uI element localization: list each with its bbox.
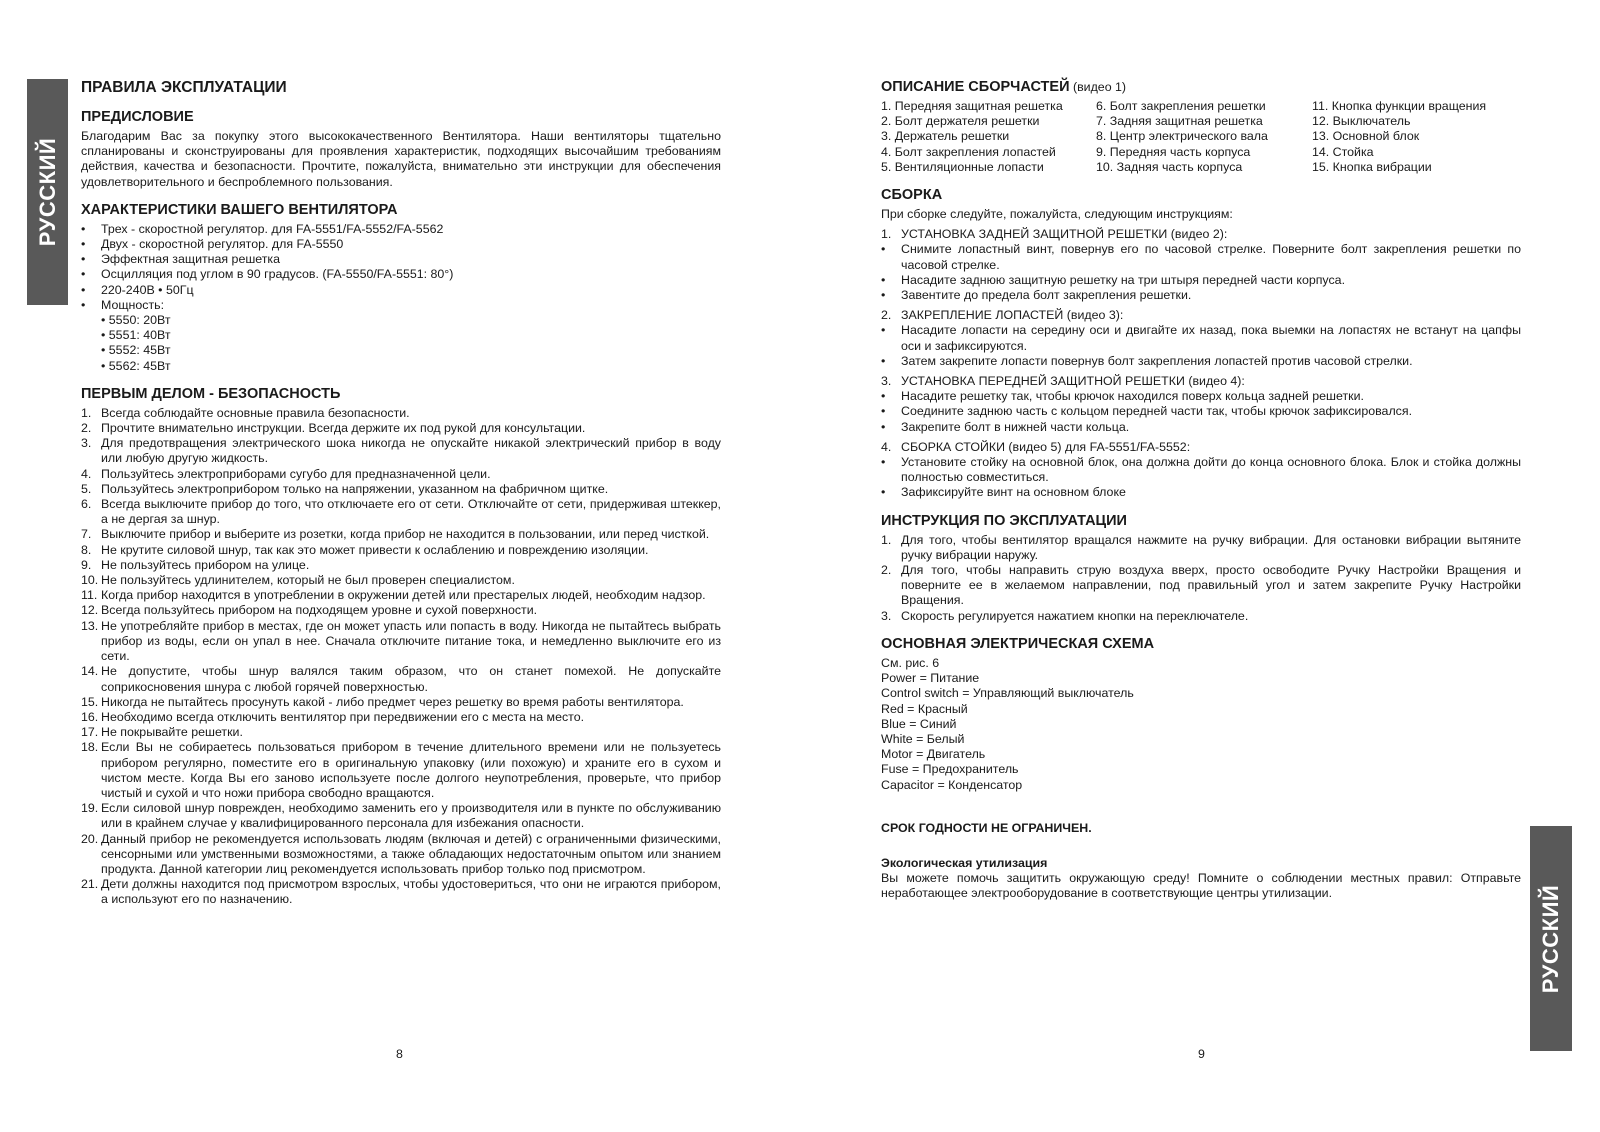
language-tab-left <box>27 79 68 305</box>
power-item: • 5550: 20Вт <box>101 313 171 328</box>
bullet-icon: • <box>81 237 86 252</box>
item-number: 20. <box>81 831 99 846</box>
step-item <box>881 273 1521 288</box>
circuit-legend <box>881 656 1521 793</box>
part-item: 6. Болт закрепления решетки <box>1096 99 1266 113</box>
parts-heading-note: (видео 1) <box>1069 80 1127 94</box>
parts-column-2 <box>1096 99 1312 175</box>
step-number: 1. <box>881 227 892 242</box>
list-item-text: Дети должны находится под присмотром взрослых, чтобы удостовериться, что они не играются прибором, а используют его по назначению. <box>101 877 721 907</box>
feature-item <box>81 237 721 252</box>
step-item <box>881 389 1521 404</box>
safety-item <box>81 421 721 436</box>
operation-list <box>881 533 1521 624</box>
item-number: 3. <box>81 436 92 451</box>
part-item: 9. Передняя часть корпуса <box>1096 144 1251 159</box>
circuit-heading: ОСНОВНАЯ ЭЛЕКТРИЧЕСКАЯ СХЕМА <box>881 635 1155 652</box>
safety-item <box>81 527 721 542</box>
list-item-text: Двух - скоростной регулятор. для FA-5550 <box>101 237 344 252</box>
item-number: 19. <box>81 801 99 816</box>
step4-title <box>881 440 1521 455</box>
step-title: УСТАНОВКА ЗАДНЕЙ ЗАЩИТНОЙ РЕШЕТКИ (видео 2): <box>901 227 1228 242</box>
list-item-text: Зафиксируйте винт на основном блоке <box>901 485 1126 500</box>
bullet-icon: • <box>81 282 86 297</box>
safety-item <box>81 710 721 725</box>
bullet-icon: • <box>81 297 86 312</box>
safety-item <box>81 543 721 558</box>
part-item: 5. Вентиляционные лопасти <box>881 159 1044 174</box>
part-item: 1. Передняя защитная решетка <box>881 99 1063 113</box>
list-item-text: Если Вы не собираетесь пользоваться прибором в течение длительного времени или не пользуетесь прибором регулярно, поместите его в оригинальную упаковку (или похожую) и храните его в сухом и чистом месте. Когда Вы его заново используете после долгого неупотребления, проверьте, что прибор чистый и сухой и что ножи прибора свободно вращаются. <box>101 740 721 800</box>
step1-list <box>881 242 1521 303</box>
item-number: 17. <box>81 725 99 740</box>
step-item <box>881 485 1521 500</box>
step-title: УСТАНОВКА ПЕРЕДНЕЙ ЗАЩИТНОЙ РЕШЕТКИ (видео 4): <box>901 374 1245 389</box>
safety-item <box>81 801 721 831</box>
power-list <box>81 313 721 374</box>
bullet-icon: • <box>81 267 86 282</box>
circuit-legend-line: Blue = Синий <box>881 716 957 731</box>
list-item-text: Когда прибор находится в употреблении в окружении детей или престарелых людей, необходим надзор. <box>101 588 706 603</box>
item-number: 2. <box>881 563 892 578</box>
step-title: СБОРКА СТОЙКИ (видео 5) для FA-5551/FA-5552: <box>901 439 1191 454</box>
circuit-legend-line: Motor = Двигатель <box>881 747 986 762</box>
power-item: • 5562: 45Вт <box>101 358 171 373</box>
shelf-life: СРОК ГОДНОСТИ НЕ ОГРАНИЧЕН. <box>881 820 1092 835</box>
circuit-legend-line: Capacitor = Конденсатор <box>881 777 1023 792</box>
list-item-text: Не крутите силовой шнур, так как это может привести к ослаблению и повреждению изоляции. <box>101 542 649 557</box>
step-item <box>881 404 1521 419</box>
item-number: 16. <box>81 709 99 724</box>
eco-text: Вы можете помочь защитить окружающую среду! Помните о соблюдении местных правил: Отправьте неработающее электрооборудование в соответствующие центры утилизации. <box>881 871 1521 901</box>
list-item-text: Для предотвращения электрического шока никогда не опускайте никакой электрический прибор в воду или любую другую жидкость. <box>101 436 721 466</box>
part-item: 14. Стойка <box>1312 144 1374 159</box>
item-number: 18. <box>81 740 99 755</box>
step-item <box>881 288 1521 303</box>
list-item-text: Затем закрепите лопасти повернув болт закрепления лопастей против часовой стрелки. <box>901 353 1413 368</box>
step-number: 2. <box>881 308 892 323</box>
step4-list <box>881 455 1521 501</box>
safety-item <box>81 482 721 497</box>
preface-heading: ПРЕДИСЛОВИЕ <box>81 109 194 125</box>
list-item-text: Не пользуйтесь прибором на улице. <box>101 557 310 572</box>
item-number: 12. <box>81 603 99 618</box>
safety-item <box>81 573 721 588</box>
step3-list <box>881 389 1521 435</box>
bullet-icon: • <box>81 221 86 236</box>
list-item-text: Не употребляйте прибор в местах, где он может упасть или попасть в воду. Никогда не пытайтесь выбрать прибор из воды, если он упал в нее. Сначала отключите питание тока, и немедленно выключите его из сети. <box>101 618 721 664</box>
item-number: 13. <box>81 618 99 633</box>
safety-item <box>81 740 721 801</box>
part-item: 8. Центр электрического вала <box>1096 129 1268 144</box>
item-number: 1. <box>81 405 92 420</box>
list-item-text: Трех - скоростной регулятор. для FA-5551/FA-5552/FA-5562 <box>101 221 444 236</box>
feature-item <box>81 252 721 267</box>
part-item: 13. Основной блок <box>1312 129 1420 144</box>
safety-item <box>81 436 721 466</box>
list-item-text: Пользуйтесь электроприборами сугубо для предназначенной цели. <box>101 466 491 481</box>
language-tab-label: РУССКИЙ <box>1538 884 1563 993</box>
part-item: 15. Кнопка вибрации <box>1312 159 1432 174</box>
list-item-text: Скорость регулируется нажатием кнопки на переключателе. <box>901 608 1249 623</box>
item-number: 10. <box>81 573 99 588</box>
list-item-text: Пользуйтесь электроприбором только на напряжении, указанном на фабричном щитке. <box>101 481 609 496</box>
list-item-text: Эффектная защитная решетка <box>101 252 281 267</box>
part-item: 12. Выключатель <box>1312 114 1411 129</box>
part-item: 4. Болт закрепления лопастей <box>881 144 1056 159</box>
list-item-text: Для того, чтобы вентилятор вращался нажмите на ручку вибрации. Для остановки вибрации вытяните ручку вибрации наружу. <box>901 532 1521 562</box>
step-item <box>881 323 1521 353</box>
step-item <box>881 455 1521 485</box>
feature-item <box>81 283 721 298</box>
language-tab-label: РУССКИЙ <box>34 137 60 247</box>
safety-item <box>81 832 721 878</box>
operation-item <box>881 609 1521 624</box>
list-item-text: Установите стойку на основной блок, она должна дойти до конца основного блока. Блок и стойка должны полностью совместиться. <box>901 455 1521 485</box>
feature-item <box>81 267 721 282</box>
list-item-text: Не покрывайте решетки. <box>101 725 243 740</box>
circuit-legend-line: Power = Питание <box>881 671 980 686</box>
item-number: 9. <box>81 557 92 572</box>
step-item <box>881 354 1521 369</box>
safety-heading: ПЕРВЫМ ДЕЛОМ - БЕЗОПАСНОСТЬ <box>81 385 341 402</box>
safety-list <box>81 406 721 908</box>
features-list <box>81 222 721 313</box>
bullet-icon: • <box>81 252 86 267</box>
item-number: 4. <box>81 466 92 481</box>
circuit-legend-line: White = Белый <box>881 731 965 746</box>
safety-item <box>81 588 721 603</box>
page-number-right: 9 <box>1198 1047 1205 1061</box>
list-item-text: Насадите заднюю защитную решетку на три штыря передней части корпуса. <box>901 272 1346 287</box>
parts-heading-text: ОПИСАНИЕ СБОРЧАСТЕЙ <box>881 79 1070 95</box>
item-number: 1. <box>881 532 892 547</box>
step-item <box>881 420 1521 435</box>
safety-item <box>81 603 721 618</box>
safety-item <box>81 467 721 482</box>
list-item-text: Завентите до предела болт закрепления решетки. <box>901 288 1192 303</box>
item-number: 8. <box>81 542 92 557</box>
safety-item <box>81 406 721 421</box>
assembly-heading: СБОРКА <box>881 187 943 204</box>
bullet-icon: • <box>881 485 886 500</box>
list-item-text: Для того, чтобы направить струю воздуха вверх, просто освободите Ручку Настройки Вращения и поверните ее в желаемом направлении, под правильный угол и затем закрепите Ручку Настройки Вращения. <box>901 563 1521 608</box>
item-number: 5. <box>81 481 92 496</box>
list-item-text: 220-240В • 50Гц <box>101 282 194 297</box>
part-item: 10. Задняя часть корпуса <box>1096 159 1243 174</box>
operation-item <box>881 533 1521 563</box>
page-title: ПРАВИЛА ЭКСПЛУАТАЦИИ <box>81 79 287 96</box>
bullet-icon: • <box>881 323 886 338</box>
bullet-icon: • <box>881 242 886 257</box>
item-number: 2. <box>81 421 92 436</box>
list-item-text: Необходимо всегда отключить вентилятор при передвижении его с места на место. <box>101 709 585 724</box>
preface-text: Благодарим Вас за покупку этого высококачественного Вентилятора. Наши вентиляторы тщательно спланированы и сконструированы для проявления характеристик, подходящих высочайшим требованиям действия, качества и безопасности. Прочтите, пожалуйста, внимательно эти инструкции для обеспечения удовлетворительного и беспроблемного пользования. <box>81 129 721 189</box>
bullet-icon: • <box>881 389 886 404</box>
page-number-left: 8 <box>396 1047 403 1061</box>
list-item-text: Всегда пользуйтесь прибором на подходящем уровне и сухой поверхности. <box>101 603 538 618</box>
bullet-icon: • <box>881 353 886 368</box>
circuit-legend-line: Control switch = Управляющий выключатель <box>881 686 1134 701</box>
item-number: 21. <box>81 877 99 892</box>
safety-item <box>81 619 721 665</box>
circuit-legend-line: Fuse = Предохранитель <box>881 762 1019 777</box>
item-number: 3. <box>881 608 892 623</box>
step-title: ЗАКРЕПЛЕНИЕ ЛОПАСТЕЙ (видео 3): <box>901 308 1124 323</box>
power-item: • 5552: 45Вт <box>101 343 171 358</box>
step1-title <box>881 227 1521 242</box>
safety-item <box>81 877 721 907</box>
list-item-text: Закрепите болт в нижней части кольца. <box>901 419 1130 434</box>
list-item-text: Прочтите внимательно инструкции. Всегда держите их под рукой для консультации. <box>101 421 586 436</box>
list-item-text: Если силовой шнур поврежден, необходимо заменить его у производителя или в пункте по обслуживанию или в крайнем случае у квалифицированного персонала для избежания опасности. <box>101 801 721 831</box>
list-item-text: Осцилляция под углом в 90 градусов. (FA-5550/FA-5551: 80°) <box>101 267 454 282</box>
list-item-text: Насадите лопасти на середину оси и двигайте их назад, пока выемки на лопастях не встанут на цапфы оси и зафиксируются. <box>901 323 1521 353</box>
item-number: 14. <box>81 664 99 679</box>
operation-item <box>881 563 1521 609</box>
list-item-text: Не допустите, чтобы шнур валялся таким образом, что он станет помехой. Не допускайте соприкосновения шнура с любой горячей поверхностью. <box>101 664 721 694</box>
item-number: 6. <box>81 497 92 512</box>
list-item-text: Всегда соблюдайте основные правила безопасности. <box>101 405 410 420</box>
part-item: 3. Держатель решетки <box>881 129 1010 144</box>
item-number: 7. <box>81 527 92 542</box>
list-item-text: Выключите прибор и выберите из розетки, когда прибор не находится в пользовании, или перед чисткой. <box>101 527 710 542</box>
step-number: 3. <box>881 374 892 389</box>
list-item-text: Всегда выключите прибор до того, что отключаете его от сети. Отключайте от сети, придерживая штеккер, а не дергая за шнур. <box>101 497 721 527</box>
bullet-icon: • <box>881 288 886 303</box>
bullet-icon: • <box>881 419 886 434</box>
eco-heading: Экологическая утилизация <box>881 855 1048 870</box>
list-item-text: Насадите решетку так, чтобы крючок находился поверх кольца задней решетки. <box>901 389 1364 404</box>
list-item-text: Данный прибор не рекомендуется использовать людям (включая и детей) с ограниченными физическими, сенсорными или умственными возможностями, а также обладающих недостаточным опытом или знанием продукта. Данной категории лиц рекомендуется использовать прибор только под присмотром. <box>101 831 721 876</box>
safety-item <box>81 725 721 740</box>
step3-title <box>881 374 1521 389</box>
circuit-legend-line: Red = Красный <box>881 701 968 716</box>
parts-list <box>881 99 1521 175</box>
safety-item <box>81 497 721 527</box>
right-page <box>881 78 1521 902</box>
feature-item <box>81 298 721 313</box>
part-item: 2. Болт держателя решетки <box>881 114 1040 129</box>
list-item-text: Никогда не пытайтесь просунуть какой - либо предмет через решетку во время работы вентилятора. <box>101 694 684 709</box>
step2-list <box>881 323 1521 369</box>
list-item-text: Соедините заднюю часть с кольцом передней части так, чтобы крючок зафиксировался. <box>901 404 1413 419</box>
assembly-intro: При сборке следуйте, пожалуйста, следующим инструкциям: <box>881 207 1233 222</box>
parts-column-3 <box>1312 99 1521 175</box>
features-heading: ХАРАКТЕРИСТИКИ ВАШЕГО ВЕНТИЛЯТОРА <box>81 201 398 218</box>
parts-column-1 <box>881 99 1096 175</box>
item-number: 11. <box>81 588 98 603</box>
power-item: • 5551: 40Вт <box>101 328 171 343</box>
language-tab-right <box>1530 826 1572 1051</box>
part-item: 11. Кнопка функции вращения <box>1312 99 1487 113</box>
feature-item <box>81 222 721 237</box>
step-number: 4. <box>881 439 892 454</box>
parts-heading <box>881 78 1521 96</box>
part-item: 7. Задняя защитная решетка <box>1096 114 1263 129</box>
safety-item <box>81 664 721 694</box>
left-page <box>81 78 721 908</box>
step2-title <box>881 308 1521 323</box>
circuit-legend-line: См. рис. 6 <box>881 655 940 670</box>
bullet-icon: • <box>881 455 886 470</box>
item-number: 15. <box>81 694 99 709</box>
safety-item <box>81 558 721 573</box>
list-item-text: Снимите лопастный винт, повернув его по часовой стрелке. Поверните болт закрепления решетки по часовой стрелке. <box>901 242 1521 272</box>
safety-item <box>81 695 721 710</box>
list-item-text: Не пользуйтесь удлинителем, который не был проверен специалистом. <box>101 573 515 588</box>
bullet-icon: • <box>881 272 886 287</box>
step-item <box>881 242 1521 272</box>
bullet-icon: • <box>881 404 886 419</box>
operation-heading: ИНСТРУКЦИЯ ПО ЭКСПЛУАТАЦИИ <box>881 512 1127 529</box>
list-item-text: Мощность: <box>101 297 165 312</box>
